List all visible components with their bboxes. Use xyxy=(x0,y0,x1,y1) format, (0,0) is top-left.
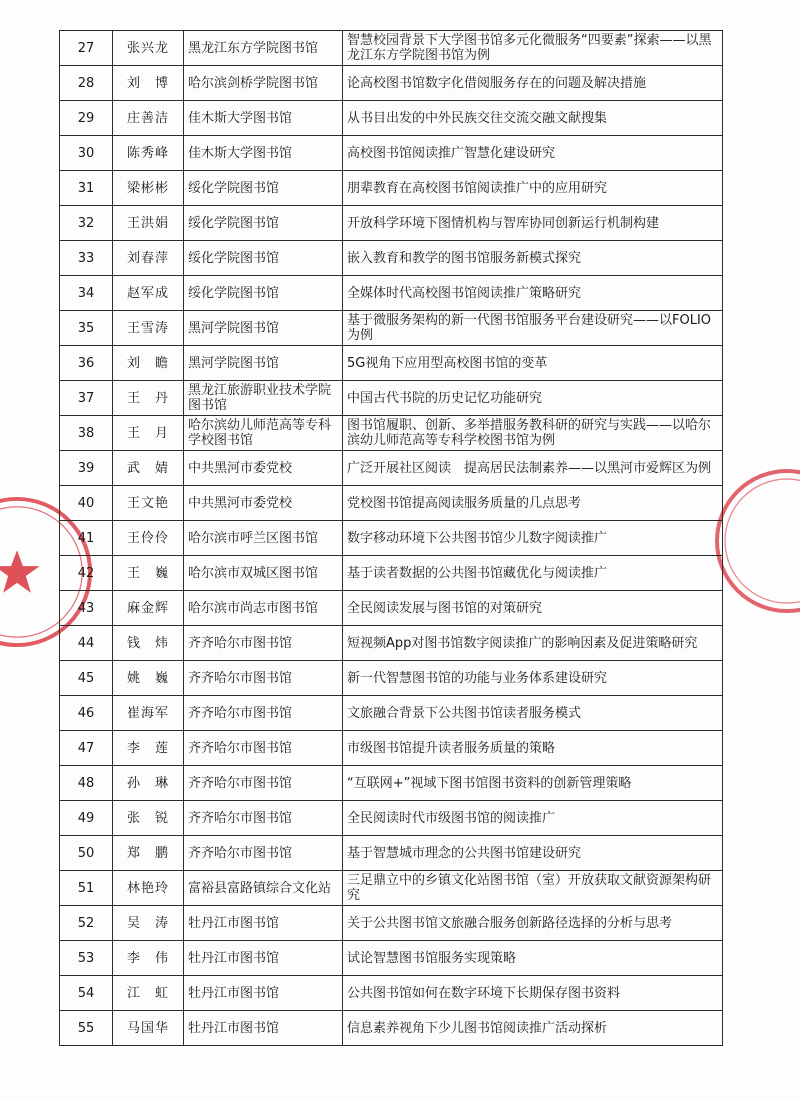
author-name: 孙 琳 xyxy=(113,766,184,801)
organization: 牡丹江市图书馆 xyxy=(184,976,343,1011)
author-name: 庄善洁 xyxy=(113,101,184,136)
author-name: 林艳玲 xyxy=(113,871,184,906)
paper-title: 全民阅读时代市级图书馆的阅读推广 xyxy=(343,801,723,836)
table-row xyxy=(60,591,723,626)
organization: 黑龙江旅游职业技术学院图书馆 xyxy=(184,381,343,416)
row-number: 48 xyxy=(60,766,113,801)
paper-title: 党校图书馆提高阅读服务质量的几点思考 xyxy=(343,486,723,521)
organization: 佳木斯大学图书馆 xyxy=(184,101,343,136)
row-number: 38 xyxy=(60,416,113,451)
organization: 黑龙江东方学院图书馆 xyxy=(184,31,343,66)
table-row xyxy=(60,136,723,171)
table-row xyxy=(60,241,723,276)
table-row xyxy=(60,556,723,591)
paper-title: 开放科学环境下图情机构与智库协同创新运行机制构建 xyxy=(343,206,723,241)
award-list-table xyxy=(59,30,723,1046)
row-number: 40 xyxy=(60,486,113,521)
paper-title: 新一代智慧图书馆的功能与业务体系建设研究 xyxy=(343,661,723,696)
table-row xyxy=(60,276,723,311)
author-name: 吴 涛 xyxy=(113,906,184,941)
row-number: 53 xyxy=(60,941,113,976)
table-row xyxy=(60,521,723,556)
paper-title: 文旅融合背景下公共图书馆读者服务模式 xyxy=(343,696,723,731)
table-row xyxy=(60,626,723,661)
table-row xyxy=(60,31,723,66)
paper-title: 图书馆履职、创新、多举措服务教科研的研究与实践——以哈尔滨幼儿师范高等专科学校图书馆为例 xyxy=(343,416,723,451)
organization: 绥化学院图书馆 xyxy=(184,171,343,206)
author-name: 王 巍 xyxy=(113,556,184,591)
organization: 绥化学院图书馆 xyxy=(184,241,343,276)
row-number: 47 xyxy=(60,731,113,766)
paper-title: 信息素养视角下少儿图书馆阅读推广活动探析 xyxy=(343,1011,723,1046)
paper-title: 高校图书馆阅读推广智慧化建设研究 xyxy=(343,136,723,171)
row-number: 39 xyxy=(60,451,113,486)
author-name: 张 锐 xyxy=(113,801,184,836)
row-number: 52 xyxy=(60,906,113,941)
row-number: 32 xyxy=(60,206,113,241)
table-row xyxy=(60,976,723,1011)
row-number: 31 xyxy=(60,171,113,206)
paper-title: 5G视角下应用型高校图书馆的变革 xyxy=(343,346,723,381)
author-name: 钱 炜 xyxy=(113,626,184,661)
author-name: 王伶伶 xyxy=(113,521,184,556)
organization: 中共黑河市委党校 xyxy=(184,451,343,486)
paper-title: “互联网+”视域下图书馆图书资料的创新管理策略 xyxy=(343,766,723,801)
paper-title: 基于智慧城市理念的公共图书馆建设研究 xyxy=(343,836,723,871)
organization: 富裕县富路镇综合文化站 xyxy=(184,871,343,906)
row-number: 36 xyxy=(60,346,113,381)
organization: 哈尔滨市呼兰区图书馆 xyxy=(184,521,343,556)
organization: 齐齐哈尔市图书馆 xyxy=(184,731,343,766)
organization: 佳木斯大学图书馆 xyxy=(184,136,343,171)
table-row xyxy=(60,66,723,101)
author-name: 陈秀峰 xyxy=(113,136,184,171)
organization: 哈尔滨市双城区图书馆 xyxy=(184,556,343,591)
row-number: 29 xyxy=(60,101,113,136)
paper-title: 从书目出发的中外民族交往交流交融文献搜集 xyxy=(343,101,723,136)
organization: 齐齐哈尔市图书馆 xyxy=(184,836,343,871)
author-name: 武 婧 xyxy=(113,451,184,486)
paper-title: 数字移动环境下公共图书馆少儿数字阅读推广 xyxy=(343,521,723,556)
author-name: 王雪涛 xyxy=(113,311,184,346)
table-row xyxy=(60,101,723,136)
row-number: 50 xyxy=(60,836,113,871)
row-number: 34 xyxy=(60,276,113,311)
paper-title: 广泛开展社区阅读 提高居民法制素养——以黑河市爱辉区为例 xyxy=(343,451,723,486)
paper-title: 朋辈教育在高校图书馆阅读推广中的应用研究 xyxy=(343,171,723,206)
paper-title: 三足鼎立中的乡镇文化站图书馆（室）开放获取文献资源架构研究 xyxy=(343,871,723,906)
author-name: 刘 博 xyxy=(113,66,184,101)
author-name: 崔海军 xyxy=(113,696,184,731)
red-seal-right-icon xyxy=(712,466,800,616)
organization: 齐齐哈尔市图书馆 xyxy=(184,696,343,731)
organization: 牡丹江市图书馆 xyxy=(184,906,343,941)
paper-title: 智慧校园背景下大学图书馆多元化微服务“四要素”探索——以黑龙江东方学院图书馆为例 xyxy=(343,31,723,66)
table-row xyxy=(60,1011,723,1046)
table-row xyxy=(60,836,723,871)
paper-title: 基于微服务架构的新一代图书馆服务平台建设研究——以FOLIO为例 xyxy=(343,311,723,346)
author-name: 张兴龙 xyxy=(113,31,184,66)
organization: 中共黑河市委党校 xyxy=(184,486,343,521)
paper-title: 中国古代书院的历史记忆功能研究 xyxy=(343,381,723,416)
paper-title: 全媒体时代高校图书馆阅读推广策略研究 xyxy=(343,276,723,311)
row-number: 44 xyxy=(60,626,113,661)
author-name: 赵军成 xyxy=(113,276,184,311)
paper-title: 论高校图书馆数字化借阅服务存在的问题及解决措施 xyxy=(343,66,723,101)
author-name: 刘春萍 xyxy=(113,241,184,276)
table-row xyxy=(60,906,723,941)
paper-title: 关于公共图书馆文旅融合服务创新路径选择的分析与思考 xyxy=(343,906,723,941)
organization: 齐齐哈尔市图书馆 xyxy=(184,661,343,696)
author-name: 江 虹 xyxy=(113,976,184,1011)
paper-title: 试论智慧图书馆服务实现策略 xyxy=(343,941,723,976)
table-row xyxy=(60,941,723,976)
row-number: 55 xyxy=(60,1011,113,1046)
author-name: 李 伟 xyxy=(113,941,184,976)
organization: 哈尔滨剑桥学院图书馆 xyxy=(184,66,343,101)
row-number: 49 xyxy=(60,801,113,836)
paper-title: 短视频App对图书馆数字阅读推广的影响因素及促进策略研究 xyxy=(343,626,723,661)
author-name: 王 丹 xyxy=(113,381,184,416)
row-number: 45 xyxy=(60,661,113,696)
author-name: 郑 鹏 xyxy=(113,836,184,871)
table-row xyxy=(60,731,723,766)
organization: 齐齐哈尔市图书馆 xyxy=(184,766,343,801)
row-number: 46 xyxy=(60,696,113,731)
table-row xyxy=(60,801,723,836)
row-number: 33 xyxy=(60,241,113,276)
author-name: 姚 巍 xyxy=(113,661,184,696)
organization: 哈尔滨市尚志市图书馆 xyxy=(184,591,343,626)
table-row xyxy=(60,206,723,241)
organization: 哈尔滨幼儿师范高等专科学校图书馆 xyxy=(184,416,343,451)
table-row xyxy=(60,346,723,381)
organization: 牡丹江市图书馆 xyxy=(184,1011,343,1046)
table-row xyxy=(60,486,723,521)
row-number: 37 xyxy=(60,381,113,416)
organization: 黑河学院图书馆 xyxy=(184,311,343,346)
paper-title: 公共图书馆如何在数字环境下长期保存图书资料 xyxy=(343,976,723,1011)
author-name: 梁彬彬 xyxy=(113,171,184,206)
author-name: 麻金辉 xyxy=(113,591,184,626)
row-number: 30 xyxy=(60,136,113,171)
author-name: 李 莲 xyxy=(113,731,184,766)
table-row xyxy=(60,766,723,801)
table-body xyxy=(60,31,723,1046)
table-row xyxy=(60,661,723,696)
paper-title: 全民阅读发展与图书馆的对策研究 xyxy=(343,591,723,626)
row-number: 35 xyxy=(60,311,113,346)
table-row xyxy=(60,416,723,451)
table-row xyxy=(60,696,723,731)
organization: 绥化学院图书馆 xyxy=(184,206,343,241)
table-row xyxy=(60,311,723,346)
organization: 牡丹江市图书馆 xyxy=(184,941,343,976)
table-row xyxy=(60,171,723,206)
paper-title: 市级图书馆提升读者服务质量的策略 xyxy=(343,731,723,766)
author-name: 王洪娟 xyxy=(113,206,184,241)
author-name: 王文艳 xyxy=(113,486,184,521)
paper-title: 嵌入教育和教学的图书馆服务新模式探究 xyxy=(343,241,723,276)
row-number: 43 xyxy=(60,591,113,626)
author-name: 刘 瞻 xyxy=(113,346,184,381)
author-name: 王 月 xyxy=(113,416,184,451)
row-number: 54 xyxy=(60,976,113,1011)
row-number: 42 xyxy=(60,556,113,591)
table-row xyxy=(60,381,723,416)
row-number: 41 xyxy=(60,521,113,556)
paper-title: 基于读者数据的公共图书馆藏优化与阅读推广 xyxy=(343,556,723,591)
table-row xyxy=(60,871,723,906)
row-number: 28 xyxy=(60,66,113,101)
table-row xyxy=(60,451,723,486)
organization: 齐齐哈尔市图书馆 xyxy=(184,626,343,661)
row-number: 51 xyxy=(60,871,113,906)
organization: 绥化学院图书馆 xyxy=(184,276,343,311)
row-number: 27 xyxy=(60,31,113,66)
author-name: 马国华 xyxy=(113,1011,184,1046)
organization: 黑河学院图书馆 xyxy=(184,346,343,381)
organization: 齐齐哈尔市图书馆 xyxy=(184,801,343,836)
